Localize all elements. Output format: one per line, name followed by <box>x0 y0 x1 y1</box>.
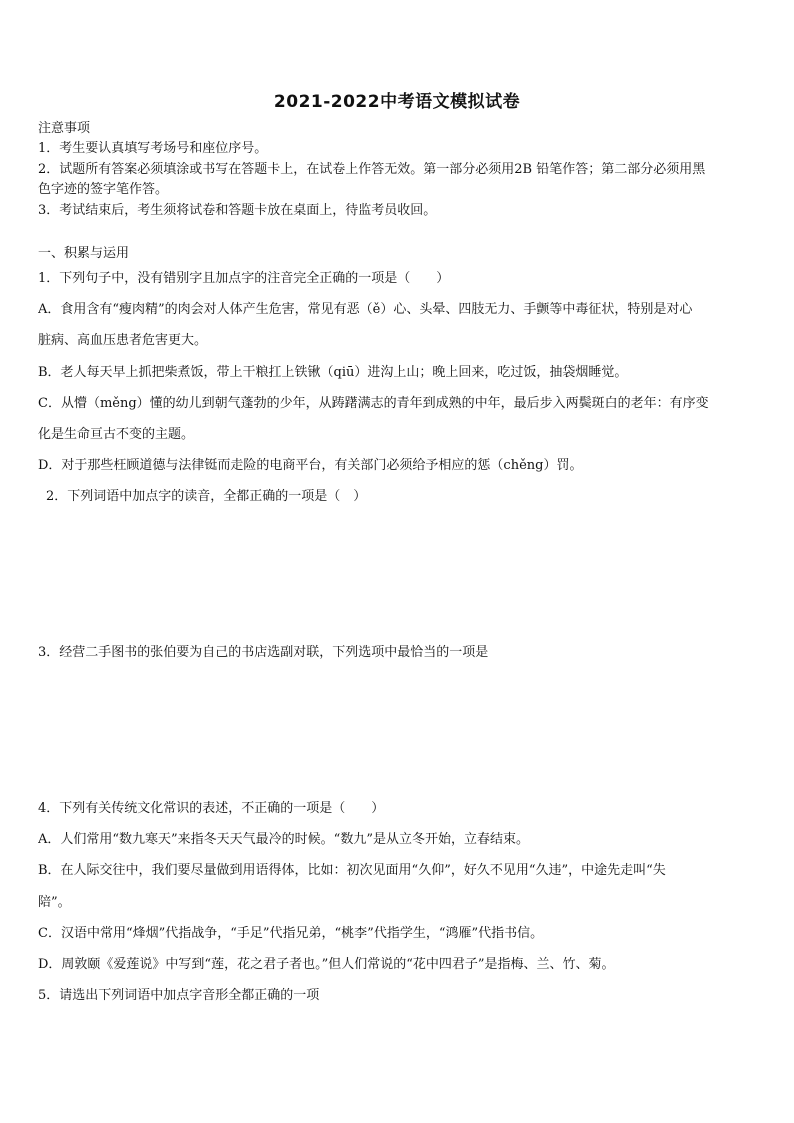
question-2-stem: 2．下列词语中加点字的读音，全都正确的一项是（ ） <box>46 489 367 504</box>
question-1-option-b: B．老人每天早上抓把柴煮饭，带上干粮扛上铁锹（qiū）进沟上山；晚上回来，吃过饭，抽袋烟睡觉。 <box>38 365 628 380</box>
notice-item: 1．考生要认真填写考场号和座位序号。 <box>38 141 268 156</box>
question-1-option-c-cont: 化是生命亘古不变的主题。 <box>38 427 195 442</box>
question-5-stem: 5．请选出下列词语中加点字音形全都正确的一项 <box>38 988 320 1003</box>
question-4-stem: 4．下列有关传统文化常识的表述，不正确的一项是（ ） <box>38 801 385 816</box>
question-4-option-b: B．在人际交往中，我们要尽量做到用语得体，比如：初次见面用“久仰”，好久不见用“久违”，中途先走叫“失 <box>38 863 666 878</box>
question-1-option-d: D．对于那些枉顾道德与法律铤而走险的电商平台，有关部门必须给予相应的惩（chěng）罚。 <box>38 458 583 473</box>
question-3-stem: 3．经营二手图书的张伯要为自己的书店选副对联，下列选项中最恰当的一项是 <box>38 645 489 660</box>
question-1-option-c: C．从懵（měng）懂的幼儿到朝气蓬勃的少年，从踌躇满志的青年到成熟的中年，最后步入两鬓斑白的老年：有序变 <box>38 396 709 411</box>
question-4-option-c: C．汉语中常用“烽烟”代指战争，“手足”代指兄弟，“桃李”代指学生，“鸿雁”代指书信。 <box>38 926 544 941</box>
section-heading: 一、积累与运用 <box>38 246 130 261</box>
question-1-option-a: A．食用含有“瘦肉精”的肉会对人体产生危害，常见有恶（ě）心、头晕、四肢无力、手颤等中毒征状，特别是对心 <box>38 302 693 317</box>
question-1-option-a-cont: 脏病、高血压患者危害更大。 <box>38 333 208 348</box>
notice-heading: 注意事项 <box>38 121 91 136</box>
question-4-option-a: A．人们常用“数九寒天”来指冬天天气最冷的时候。“数九”是从立冬开始，立春结束。 <box>38 832 529 847</box>
question-4-option-b-cont: 陪”。 <box>38 895 71 910</box>
notice-item: 3．考试结束后，考生须将试卷和答题卡放在桌面上，待监考员收回。 <box>38 203 437 218</box>
question-4-option-d: D．周敦颐《爱莲说》中写到“莲，花之君子者也。”但人们常说的“花中四君子”是指梅、兰、竹、菊。 <box>38 957 615 972</box>
notice-item: 2．试题所有答案必须填涂或书写在答题卡上，在试卷上作答无效。第一部分必须用2B 铅笔作答；第二部分必须用黑 <box>38 162 706 177</box>
notice-item: 色字迹的签字笔作答。 <box>38 182 169 197</box>
page-title: 2021-2022中考语文模拟试卷 <box>273 92 521 112</box>
question-1-stem: 1．下列句子中，没有错别字且加点字的注音完全正确的一项是（ ） <box>38 271 450 286</box>
